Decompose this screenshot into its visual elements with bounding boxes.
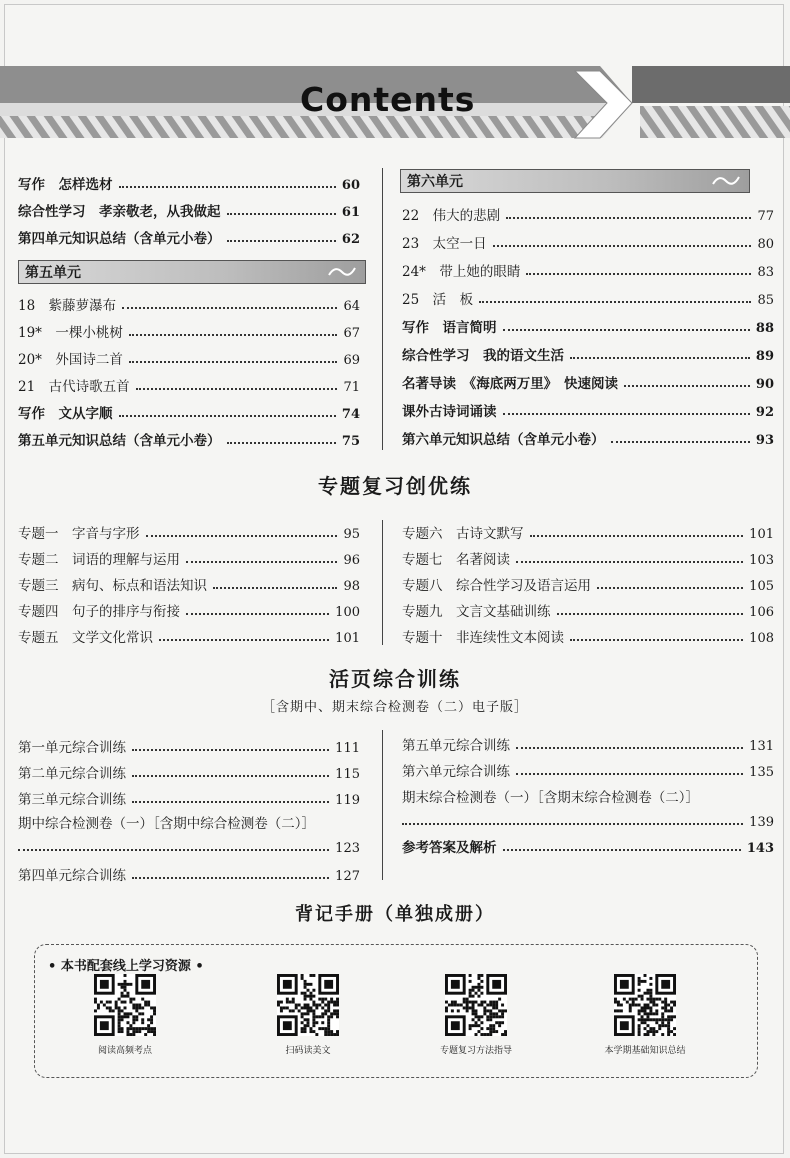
qr-item[interactable]: 专题复习方法指导 [411, 974, 541, 1056]
loose-leaf-section-title: 活页综合训练 [329, 667, 461, 691]
toc-entry[interactable]: 专题二 词语的理解与运用 96 [18, 552, 360, 568]
swirl-ornament-icon [711, 174, 741, 188]
column-divider [382, 730, 383, 880]
toc-entry[interactable]: 第四单元综合训练 127 [18, 868, 360, 884]
toc-entry[interactable]: 第三单元综合训练 119 [18, 792, 360, 808]
qr-item[interactable]: 扫码读美文 [243, 974, 373, 1056]
qr-code-icon[interactable] [277, 974, 339, 1036]
toc-entry[interactable]: 专题十 非连续性文本阅读 108 [402, 630, 774, 646]
column-divider [382, 520, 383, 645]
toc-entry[interactable]: 第一单元综合训练 111 [18, 740, 360, 756]
toc-entry[interactable]: 第二单元综合训练 115 [18, 766, 360, 782]
unit-6-heading: 第六单元 [400, 169, 750, 193]
qr-item[interactable]: 本学期基础知识总结 [580, 974, 710, 1056]
toc-entry[interactable]: 专题一 字音与字形 95 [18, 526, 360, 542]
swirl-ornament-icon [327, 265, 357, 279]
toc-entry[interactable]: 专题五 文学文化常识 101 [18, 630, 360, 646]
toc-entry[interactable]: 写作 语言简明 88 [402, 320, 774, 336]
resources-heading: • 本书配套线上学习资源 • [44, 955, 208, 974]
toc-entry[interactable]: 第五单元综合训练 131 [402, 738, 774, 754]
toc-entry[interactable]: 25 活 板 85 [402, 292, 774, 308]
unit-5-heading: 第五单元 [18, 260, 366, 284]
toc-entry[interactable]: 写作 怎样选材 60 [18, 177, 360, 193]
qr-code-icon[interactable] [94, 974, 156, 1036]
toc-entry[interactable]: 名著导读 《海底两万里》 快速阅读 90 [402, 376, 774, 392]
toc-entry[interactable]: 课外古诗词诵读 92 [402, 404, 774, 420]
toc-entry[interactable]: 专题九 文言文基础训练 106 [402, 604, 774, 620]
toc-entry[interactable]: 专题三 病句、标点和语法知识 98 [18, 578, 360, 594]
review-section-title: 专题复习创优练 [318, 474, 472, 498]
toc-entry[interactable]: 参考答案及解析 143 [402, 840, 774, 856]
toc-entry[interactable]: 19* 一棵小桃树 67 [18, 325, 360, 341]
qr-item[interactable]: 阅读高频考点 [60, 974, 190, 1056]
toc-entry[interactable]: 专题六 古诗文默写 101 [402, 526, 774, 542]
toc-entry[interactable]: 第六单元综合训练 135 [402, 764, 774, 780]
toc-entry[interactable]: 第六单元知识总结（含单元小卷） 93 [402, 432, 774, 448]
toc-entry[interactable]: 23 太空一日 80 [402, 236, 774, 252]
toc-entry[interactable]: 24* 带上她的眼睛 83 [402, 264, 774, 280]
toc-entry[interactable]: 第四单元知识总结（含单元小卷） 62 [18, 231, 360, 247]
toc-entry[interactable]: 写作 文从字顺 74 [18, 406, 360, 422]
contents-title: Contents [300, 80, 476, 119]
toc-entry[interactable]: 专题八 综合性学习及语言运用 105 [402, 578, 774, 594]
toc-entry[interactable]: 专题七 名著阅读 103 [402, 552, 774, 568]
column-divider [382, 168, 383, 450]
toc-entry[interactable]: 综合性学习 孝亲敬老，从我做起 61 [18, 204, 360, 220]
toc-entry[interactable]: 20* 外国诗二首 69 [18, 352, 360, 368]
toc-entry[interactable]: 第五单元知识总结（含单元小卷） 75 [18, 433, 360, 449]
toc-entry[interactable]: 18 紫藤萝瀑布 64 [18, 298, 360, 314]
qr-code-icon[interactable] [614, 974, 676, 1036]
toc-entry[interactable]: 综合性学习 我的语文生活 89 [402, 348, 774, 364]
toc-entry[interactable]: 21 古代诗歌五首 71 [18, 379, 360, 395]
memo-title: 背记手册（单独成册） [295, 904, 495, 925]
loose-leaf-subtitle: ［含期中、期末综合检测卷（二）电子版］ [261, 700, 528, 715]
toc-entry[interactable]: 22 伟大的悲剧 77 [402, 208, 774, 224]
qr-code-icon[interactable] [445, 974, 507, 1036]
toc-entry[interactable]: 专题四 句子的排序与衔接 100 [18, 604, 360, 620]
